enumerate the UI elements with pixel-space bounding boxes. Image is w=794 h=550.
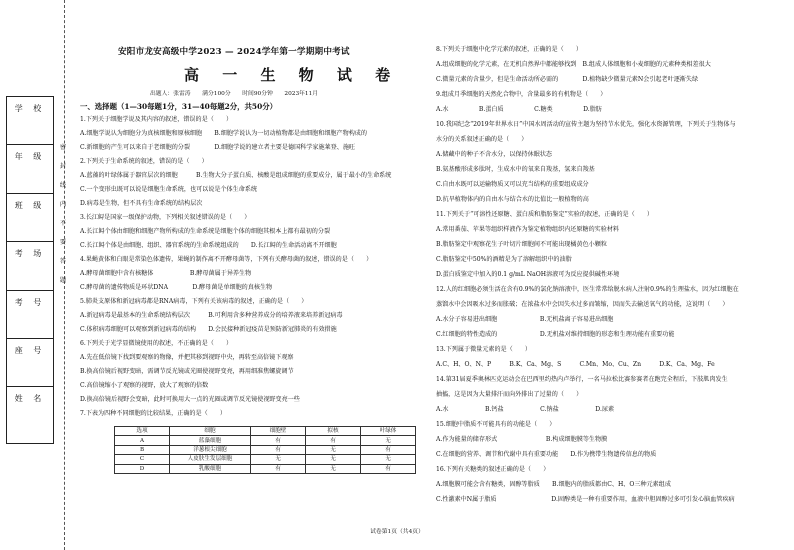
- strip-label: 考 号: [14, 297, 46, 307]
- question-line: C.新细胞的产生可以来自于老细胞的分裂 D.细胞学说的建立者主要是德国科学家施莱登、施旺: [80, 144, 356, 151]
- question-line: 7.下表为四种不同细胞的比较结果，正确的是（ ）: [80, 410, 226, 417]
- question-line: A.先在低倍镜下找到要观察的物像，并把其移到视野中央，再转至高倍镜下观察: [80, 354, 294, 361]
- question-line: A.水 B.蛋白质 C.糖类 D.脂肪: [436, 106, 602, 113]
- question-line: 2.下列关于生命系统的叙述，错误的是（ ）: [80, 158, 208, 165]
- question-line: A.水分子容易进出细胞 B.无机盐离子容易进出细胞: [436, 316, 614, 323]
- question-line: 6.下列关于光学显微镜使用的叙述，不正确的是（ ）: [80, 340, 233, 347]
- question-line: C.脂肪鉴定中50%的酒精是为了溶解组织中的油脂: [436, 256, 572, 263]
- question-line: C.自由水既可以运输物质又可以充当结构的重要组成成分: [436, 181, 589, 188]
- table-cell: 有: [361, 445, 416, 454]
- strip-cell: [7, 291, 53, 339]
- question-line: 14.第31届夏季奥林匹克运动会在巴西里约热内卢举行，一名马拉松比赛参赛者在跑完全程后，下肢肌肉发生: [436, 376, 728, 383]
- strip-label: 学 校: [14, 104, 46, 113]
- question-line: A.细胞膜可能会含有糖类，固醇等脂质 B.细胞内的脂质都由C、H、O三种元素组成: [436, 481, 671, 488]
- table-cell: C: [115, 455, 170, 464]
- question-line: A.长江鲟个体由细胞和细胞产物所构成的生命系统是细胞个体的细胞其根本上都有最初的分裂: [80, 228, 331, 235]
- table-header-cell: 选项: [115, 427, 170, 436]
- question-line: D.病毒是生物，但不具有生命系统的结构层次: [80, 200, 203, 207]
- question-line: C.红细胞的特性造成的 D.无机盐对维持细胞的形态和生理功能有重要功能: [436, 331, 675, 338]
- question-line: 抽搐，这是因为大量排汗而向外排出了过量的（ ）: [436, 391, 583, 398]
- question-line: D.抗旱植物体内的自由水与结合水的比值比一般植物的高: [436, 196, 589, 203]
- strip-label: 考 场: [14, 249, 46, 259]
- question-line: 16.下列有关糖类的叙述正确的是（ ）: [436, 466, 550, 473]
- strip-cell: [7, 97, 53, 145]
- question-line: 蒸馏水中会因吸水过多而胀破；在浓盐水中会因失水过多而皱缩，因而失去输送氧气的功能，这说明（ ）: [436, 301, 729, 308]
- table-cell: A: [115, 436, 170, 445]
- table-header-cell: 细胞壁: [251, 427, 306, 436]
- question-line: 11.下列关于“可溶性还原糖、蛋白质和脂肪鉴定”实验的叙述，正确的是（ ）: [436, 211, 654, 218]
- section-heading: 一、选择题（1—30每题1分，31—40每题2分，共50分）: [80, 102, 277, 111]
- table-header-cell: 叶绿体: [361, 427, 416, 436]
- table-header-cell: 细胞: [170, 427, 251, 436]
- question-line: C.高倍镜缩小了观察的视野，放大了观察的倍数: [80, 382, 209, 389]
- question-line: A.作为能量的储存形式 B.构成细胞膜等生物膜: [436, 436, 608, 443]
- exam-meta: 出题人：张雷涛 满分100分 时间90分钟 2023年11月: [150, 91, 319, 97]
- question-line: 1.下列关于细胞学说及其内容的叙述，错误的是（ ）: [80, 116, 233, 123]
- table-cell: D: [115, 464, 170, 473]
- exam-school-title: 安阳市龙安高级中学2023 — 2024学年第一学期期中考试: [118, 47, 350, 57]
- question-line: 12.人的红细胞必须生活在含有0.9%的氯化钠溶液中，医生常常给脱水病人注射0.9%的生理盐水，因为红细胞在: [436, 286, 739, 293]
- strip-label: 年 级: [14, 152, 46, 162]
- question-line: B.氨基酸形成多肽时，生成水中的氧来自羧基，氢来自羧基: [436, 166, 595, 173]
- table-row: [115, 455, 416, 464]
- question-line: D.蛋白质鉴定中加入的0.1 g/mL NaOH溶液可为反应提供碱性环境: [436, 271, 620, 278]
- table-cell: 无: [306, 464, 361, 473]
- table-cell: 无: [306, 455, 361, 464]
- question-line: A.C、H、O、N、P B.K、Ca、Mg、S C.Mn、Mo、Cu、Zn D.K、Ca、Mg、Fe: [436, 361, 715, 368]
- question-line: 13.下列属于微量元素的是（ ）: [436, 346, 532, 353]
- table-cell: 人皮肤生发层细胞: [170, 455, 251, 464]
- page-footer: 试卷第1页（共4页）: [370, 529, 424, 535]
- strip-cell: [7, 194, 53, 242]
- strip-label: 座 号: [14, 345, 46, 355]
- question-line: C.微量元素的含量少，但是生命活动所必需的 D.植物缺少微量元素N会引起老叶逐渐失绿: [436, 76, 699, 83]
- question-line: 3.长江鲟是国家一级保护动物，下列相关叙述错误的是（ ）: [80, 214, 251, 221]
- table-cell: 乳酸细胞: [170, 464, 251, 473]
- strip-cell: [7, 242, 53, 290]
- table-cell: 无: [251, 455, 306, 464]
- table-cell: 无: [361, 436, 416, 445]
- table-row: [115, 436, 416, 445]
- binding-notice: 密 封 线 内 不 要 答 题: [59, 144, 67, 284]
- strip-label: 班 级: [14, 200, 46, 210]
- question-line: A.储藏中的种子不含水分，以保持休眠状态: [436, 151, 553, 158]
- question-line: 8.下列关于细胞中化学元素的叙述，正确的是（ ）: [436, 46, 582, 53]
- question-line: A.组成细胞的化学元素，在无机自然界中都能够找到 B.组成人体细胞和小麦细胞的元素种类相差很大: [436, 61, 711, 68]
- question-line: A.新冠病毒是最基本的生命系统结构层次 B.可利用含多种营养成分的培养液来培养新冠病毒: [80, 312, 343, 319]
- question-line: D.换高倍镜后视野会变暗，此时可换用大一点的光圈或调节反光镜使视野变亮一些: [80, 396, 300, 403]
- table-row: [115, 445, 416, 454]
- question-line: 4.果蝇黄体和白眼是常染色体遗传，果蝇的制作离不开酵母菌等，下列有关酵母菌的叙述，错误的是（ ）: [80, 256, 373, 263]
- question-line: A.常用番茄、苹果等组织样液作为鉴定植物组织内还原糖的实验材料: [436, 226, 620, 233]
- strip-label: 姓 名: [14, 394, 46, 404]
- strip-cell: [7, 339, 53, 387]
- question-line: 水分的关系叙述正确的是（ ）: [436, 136, 528, 143]
- table-cell: 蓝藻细胞: [170, 436, 251, 445]
- table-cell: 无: [306, 445, 361, 454]
- strip-cell: [7, 387, 53, 435]
- question-line: 10.我国纪念“2019年世界水日”中国水周活动的宣传主题为坚持节水优先，强化水资源管理，下列关于生物体与: [436, 121, 736, 128]
- question-line: C.酵母菌的遗传物质是环状DNA D.酵母菌是单细胞的真核生物: [80, 284, 273, 291]
- question-line: 15.细胞中脂质不可能具有的功能是（ ）: [436, 421, 556, 428]
- strip-cell: [7, 145, 53, 193]
- table-header-cell: 拟核: [306, 427, 361, 436]
- table-cell: 有: [361, 464, 416, 473]
- table-cell: 有: [251, 464, 306, 473]
- exam-subject-title: 高 一 生 物 试 卷: [184, 66, 400, 84]
- question-line: C.体积病毒细胞可以观察到新冠病毒的结构 D.会民接种新冠疫苗是预防新冠肺炎的有效措施: [80, 326, 337, 333]
- table-cell: 洋葱根尖细胞: [170, 445, 251, 454]
- table-cell: 有: [251, 436, 306, 445]
- table-header-row: [115, 427, 416, 436]
- question-line: C.一个变形虫既可以说是细胞生命系统，也可以说是个体生命系统: [80, 186, 258, 193]
- table-cell: 无: [361, 455, 416, 464]
- question-line: C.长江鲟个体是由细胞、组织、器官系统的生命系统组成的 D.长江鲟的生命活动离不开细胞: [80, 242, 337, 249]
- question-line: 5.肺炎支原体和新冠病毒都是RNA病毒，下列有关该病毒的叙述，正确的是（ ）: [80, 298, 308, 305]
- comparison-table: [114, 426, 416, 474]
- question-line: A.水 B.钙盐 C.钠盐 D.尿素: [436, 406, 615, 413]
- question-line: A.蓝藻的叶绿体属于器官层次的细胞 B.生物大分子蛋白质、核酸是组成细胞的重要成分，属于最小的生命系统: [80, 172, 392, 179]
- table-cell: 有: [251, 445, 306, 454]
- question-line: 9.组成月季细胞的天然化合物中，含量最多的有机物是（ ）: [436, 91, 607, 98]
- question-line: B.脂肪鉴定中观察花生子叶切片细胞间不可能出现橘黄色小颗粒: [436, 241, 607, 248]
- question-line: C.性激素中N属于脂质 D.固醇类是一种有重要作用，血液中胆固醇过多可引发心脑血管疾病: [436, 496, 735, 503]
- info-strip: [6, 96, 54, 444]
- question-line: A.酵母菌细胞中含有核糖体 B.酵母菌属于异养生物: [80, 270, 252, 277]
- table-cell: 有: [306, 436, 361, 445]
- question-line: B.换高倍镜后视野变暗，需调节反光镜或光圈使视野变亮，再用细准焦螺旋调节: [80, 368, 294, 375]
- table-cell: B: [115, 445, 170, 454]
- question-line: A.细胞学说认为细胞分为真核细胞和原核细胞 B.细胞学说认为一切动植物都是由细胞和细胞产物构成的: [80, 130, 367, 137]
- question-line: C.在细胞的营养、调节和代谢中具有重要功能 D.作为携带生物遗传信息的物质: [436, 451, 657, 458]
- table-row: [115, 464, 416, 473]
